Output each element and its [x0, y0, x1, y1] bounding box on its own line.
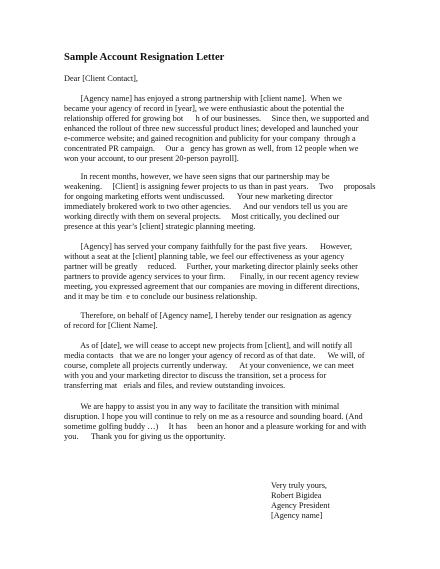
signer-name: Robert Bigidea — [271, 491, 322, 500]
paragraph-3 — [64, 242, 394, 302]
text-line: working directly with them on several projects. Most critically, you declined our — [64, 212, 340, 221]
text-line: disruption. I hope you will continue to rely on me as a resource and sounding board. (And — [64, 412, 363, 421]
text-line: weakening. [Client] is assigning fewer projects to us than in past years. Two proposals — [64, 182, 376, 191]
text-line: meeting, you expressed agreement that our companies are moving in different directions, — [64, 282, 360, 291]
text-line: [Agency name] has enjoyed a strong partnership with [client name]. When we — [64, 94, 342, 103]
closing-line: Very truly yours, — [271, 481, 327, 490]
text-line: enhanced the rollout of three new successful product lines; developed and launched your — [64, 124, 359, 133]
text-line: without a seat at the [client] planning table, we feel our effectiveness as your agency — [64, 252, 345, 261]
signer-title: Agency President — [271, 501, 330, 510]
text-line: for ongoing marketing efforts went undiscussed. Your new marketing director — [64, 192, 333, 201]
text-line: relationship offered for growing bot h of our businesses. Since then, we supported and — [64, 114, 369, 123]
text-line: As of [date], we will cease to accept new projects from [client], and will notify all — [64, 341, 353, 350]
text-line: partners to provide agency services to your firm. Finally, in our recent agency review — [64, 272, 360, 281]
text-line: immediately brokered work to two other agencies. And our vendors tell us you are — [64, 202, 348, 211]
letter-title: Sample Account Resignation Letter — [64, 52, 225, 63]
text-line: e-commerce website; and gained recognition and publicity for your company through a — [64, 134, 356, 143]
text-line: partner will be greatly reduced. Further, your marketing director plainly seeks other — [64, 262, 358, 271]
text-line: of record for [Client Name]. — [64, 321, 158, 330]
paragraph-4 — [64, 311, 394, 331]
text-line: [Agency] has served your company faithfully for the past five years. However, — [64, 242, 353, 251]
text-line: concentrated PR campaign. Our a gency has grown as well, from 12 people when we — [64, 144, 359, 153]
text-line: Therefore, on behalf of [Agency name], I hereby tender our resignation as agency — [64, 311, 352, 320]
text-line: sometime golfing buddy …) It has been an honor and a pleasure working for and with — [64, 422, 367, 431]
signature-block — [271, 481, 330, 521]
signer-agency: [Agency name] — [271, 511, 323, 520]
text-line: won your account, to our present 20-person payroll]. — [64, 154, 239, 163]
text-line: presence at this year’s [client] strategic planning meeting. — [64, 222, 256, 231]
paragraph-2 — [64, 172, 394, 232]
text-line: transferring mat erials and files, and review outstanding invoices. — [64, 381, 286, 390]
paragraph-6 — [64, 402, 394, 442]
salutation: Dear [Client Contact], — [64, 74, 138, 83]
paragraph-1 — [64, 94, 394, 164]
text-line: and it may be tim e to conclude our business relationship. — [64, 292, 258, 301]
text-line: We are happy to assist you in any way to facilitate the transition with minimal — [64, 402, 340, 411]
text-line: In recent months, however, we have seen signs that our partnership may be — [64, 172, 330, 181]
text-line: became your agency of record in [year], we were enthusiastic about the potential the — [64, 104, 345, 113]
paragraph-5 — [64, 341, 394, 391]
text-line: with you and your marketing director to discuss the transition, set a process for — [64, 371, 327, 380]
text-line: media contacts that we are no longer your agency of record as of that date. We will, of — [64, 351, 365, 360]
text-line: course, complete all projects currently underway. At your convenience, we can meet — [64, 361, 354, 370]
text-line: you. Thank you for giving us the opportunity. — [64, 432, 226, 441]
